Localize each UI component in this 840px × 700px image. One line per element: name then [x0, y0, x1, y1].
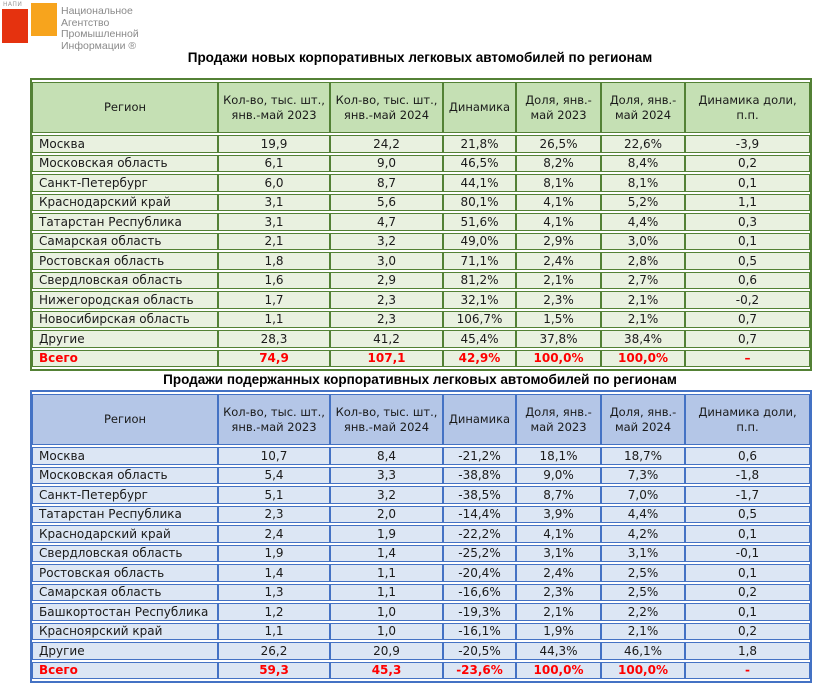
- logo-caption-line: Агентство: [61, 16, 110, 29]
- value-cell: 2,5%: [601, 564, 685, 582]
- value-cell: 2,3: [330, 291, 443, 309]
- region-cell: Красноярский край: [32, 623, 218, 641]
- region-cell: Краснодарский край: [32, 194, 218, 212]
- value-cell: 1,0: [330, 603, 443, 621]
- value-cell: 2,1%: [516, 603, 601, 621]
- sales-table: [32, 392, 810, 681]
- value-cell: -14,4%: [443, 506, 516, 524]
- column-header: Регион: [32, 82, 218, 133]
- value-cell: 2,4%: [516, 564, 601, 582]
- logo-red-square-icon: [2, 9, 28, 43]
- value-cell: 8,1%: [516, 174, 601, 192]
- value-cell: 4,7: [330, 213, 443, 231]
- region-cell: Всего: [32, 662, 218, 680]
- region-cell: Самарская область: [32, 584, 218, 602]
- logo-caption-line: Национальное: [61, 5, 133, 17]
- region-cell: Новосибирская область: [32, 311, 218, 329]
- value-cell: 1,6: [218, 272, 330, 290]
- value-cell: 37,8%: [516, 330, 601, 348]
- value-cell: 44,3%: [516, 642, 601, 660]
- logo-caption: [61, 6, 139, 52]
- value-cell: 46,1%: [601, 642, 685, 660]
- value-cell: 49,0%: [443, 233, 516, 251]
- value-cell: 3,1%: [516, 545, 601, 563]
- value-cell: 44,1%: [443, 174, 516, 192]
- value-cell: 0,3: [685, 213, 810, 231]
- value-cell: 1,8: [218, 252, 330, 270]
- value-cell: 2,4: [218, 525, 330, 543]
- value-cell: 46,5%: [443, 155, 516, 173]
- table-row: [32, 623, 810, 641]
- value-cell: 0,1: [685, 174, 810, 192]
- value-cell: 1,1: [330, 584, 443, 602]
- table-row: [32, 311, 810, 329]
- table-row: [32, 603, 810, 621]
- value-cell: 71,1%: [443, 252, 516, 270]
- column-header: Кол-во, тыс. шт., янв.-май 2023: [218, 82, 330, 133]
- value-cell: 81,2%: [443, 272, 516, 290]
- region-cell: Москва: [32, 447, 218, 465]
- column-header: Динамика: [443, 82, 516, 133]
- value-cell: 1,3: [218, 584, 330, 602]
- value-cell: 0,7: [685, 330, 810, 348]
- value-cell: 2,1: [218, 233, 330, 251]
- value-cell: 2,7%: [601, 272, 685, 290]
- value-cell: 3,0%: [601, 233, 685, 251]
- value-cell: 0,6: [685, 447, 810, 465]
- region-cell: Ростовская область: [32, 564, 218, 582]
- table-row: [32, 233, 810, 251]
- value-cell: 100,0%: [601, 662, 685, 680]
- logo-caption-line: Промышленной: [61, 28, 139, 40]
- value-cell: 8,2%: [516, 155, 601, 173]
- value-cell: 3,9%: [516, 506, 601, 524]
- table-row: [32, 272, 810, 290]
- value-cell: 1,8: [685, 642, 810, 660]
- value-cell: 0,7: [685, 311, 810, 329]
- region-cell: Другие: [32, 642, 218, 660]
- value-cell: -0,1: [685, 545, 810, 563]
- region-cell: Татарстан Республика: [32, 506, 218, 524]
- table-row: [32, 447, 810, 465]
- value-cell: 42,9%: [443, 350, 516, 368]
- value-cell: 18,7%: [601, 447, 685, 465]
- region-cell: Свердловская область: [32, 272, 218, 290]
- value-cell: 22,6%: [601, 135, 685, 153]
- value-cell: 2,0: [330, 506, 443, 524]
- used-cars-table-title: Продажи подержанных корпоративных легковых автомобилей по регионам: [163, 372, 677, 387]
- table-row: [32, 506, 810, 524]
- value-cell: 0,2: [685, 584, 810, 602]
- table-row: [32, 564, 810, 582]
- value-cell: 3,1%: [601, 545, 685, 563]
- value-cell: 4,4%: [601, 506, 685, 524]
- value-cell: 18,1%: [516, 447, 601, 465]
- value-cell: 5,4: [218, 467, 330, 485]
- column-header: Доля, янв.-май 2023: [516, 394, 601, 445]
- value-cell: 7,3%: [601, 467, 685, 485]
- value-cell: 3,1: [218, 213, 330, 231]
- value-cell: 0,6: [685, 272, 810, 290]
- value-cell: –: [685, 350, 810, 368]
- region-cell: Башкортостан Республика: [32, 603, 218, 621]
- value-cell: 3,2: [330, 233, 443, 251]
- value-cell: 2,3%: [516, 584, 601, 602]
- region-cell: Татарстан Республика: [32, 213, 218, 231]
- value-cell: -23,6%: [443, 662, 516, 680]
- value-cell: 2,1%: [601, 311, 685, 329]
- table-row: [32, 545, 810, 563]
- value-cell: 2,4%: [516, 252, 601, 270]
- value-cell: 3,3: [330, 467, 443, 485]
- value-cell: 0,2: [685, 155, 810, 173]
- value-cell: 106,7%: [443, 311, 516, 329]
- value-cell: 9,0%: [516, 467, 601, 485]
- region-cell: Ростовская область: [32, 252, 218, 270]
- value-cell: 0,1: [685, 603, 810, 621]
- value-cell: -21,2%: [443, 447, 516, 465]
- value-cell: 8,7%: [516, 486, 601, 504]
- table-row: [32, 467, 810, 485]
- value-cell: 2,9: [330, 272, 443, 290]
- value-cell: 0,1: [685, 525, 810, 543]
- column-header: Динамика доли, п.п.: [685, 82, 810, 133]
- value-cell: 74,9: [218, 350, 330, 368]
- region-cell: Санкт-Петербург: [32, 486, 218, 504]
- table-row: [32, 155, 810, 173]
- value-cell: 100,0%: [516, 350, 601, 368]
- value-cell: 1,0: [330, 623, 443, 641]
- total-row: [32, 662, 810, 680]
- table-row: [32, 525, 810, 543]
- value-cell: 4,1%: [516, 194, 601, 212]
- value-cell: 2,3%: [516, 291, 601, 309]
- value-cell: -1,7: [685, 486, 810, 504]
- value-cell: 4,4%: [601, 213, 685, 231]
- value-cell: 24,2: [330, 135, 443, 153]
- value-cell: 6,0: [218, 174, 330, 192]
- value-cell: 1,4: [330, 545, 443, 563]
- table-row: [32, 135, 810, 153]
- value-cell: -22,2%: [443, 525, 516, 543]
- value-cell: -3,9: [685, 135, 810, 153]
- value-cell: 1,1: [330, 564, 443, 582]
- value-cell: -38,5%: [443, 486, 516, 504]
- value-cell: 1,9: [218, 545, 330, 563]
- value-cell: 2,3: [330, 311, 443, 329]
- value-cell: 0,1: [685, 564, 810, 582]
- value-cell: 8,4%: [601, 155, 685, 173]
- new-cars-sales-table: [30, 78, 812, 371]
- value-cell: 1,1: [685, 194, 810, 212]
- value-cell: 1,1: [218, 623, 330, 641]
- sales-table: [32, 80, 810, 369]
- value-cell: -20,4%: [443, 564, 516, 582]
- value-cell: 8,4: [330, 447, 443, 465]
- value-cell: 2,8%: [601, 252, 685, 270]
- value-cell: 1,7: [218, 291, 330, 309]
- value-cell: 1,1: [218, 311, 330, 329]
- table-row: [32, 330, 810, 348]
- value-cell: 10,7: [218, 447, 330, 465]
- value-cell: 7,0%: [601, 486, 685, 504]
- column-header: Доля, янв.-май 2023: [516, 82, 601, 133]
- value-cell: 3,2: [330, 486, 443, 504]
- value-cell: 45,3: [330, 662, 443, 680]
- value-cell: 0,2: [685, 623, 810, 641]
- table-row: [32, 252, 810, 270]
- region-cell: Московская область: [32, 155, 218, 173]
- value-cell: -: [685, 662, 810, 680]
- table-row: [32, 486, 810, 504]
- value-cell: 32,1%: [443, 291, 516, 309]
- region-cell: Московская область: [32, 467, 218, 485]
- value-cell: 2,1%: [601, 623, 685, 641]
- region-cell: Санкт-Петербург: [32, 174, 218, 192]
- value-cell: 26,2: [218, 642, 330, 660]
- value-cell: 5,2%: [601, 194, 685, 212]
- region-cell: Москва: [32, 135, 218, 153]
- column-header: Кол-во, тыс. шт., янв.-май 2024: [330, 394, 443, 445]
- used-cars-sales-table: [30, 390, 812, 683]
- table-row: [32, 584, 810, 602]
- value-cell: 45,4%: [443, 330, 516, 348]
- region-cell: Самарская область: [32, 233, 218, 251]
- new-cars-table-title: Продажи новых корпоративных легковых автомобилей по регионам: [187, 50, 653, 65]
- value-cell: 2,1%: [601, 291, 685, 309]
- value-cell: 26,5%: [516, 135, 601, 153]
- value-cell: -0,2: [685, 291, 810, 309]
- header-row: [32, 394, 810, 445]
- logo-orange-square-icon: [31, 3, 57, 36]
- value-cell: 59,3: [218, 662, 330, 680]
- table-row: [32, 174, 810, 192]
- region-cell: Другие: [32, 330, 218, 348]
- value-cell: 4,1%: [516, 525, 601, 543]
- value-cell: 0,1: [685, 233, 810, 251]
- value-cell: 6,1: [218, 155, 330, 173]
- value-cell: 20,9: [330, 642, 443, 660]
- table-row: [32, 213, 810, 231]
- value-cell: 1,2: [218, 603, 330, 621]
- value-cell: 80,1%: [443, 194, 516, 212]
- value-cell: 5,1: [218, 486, 330, 504]
- value-cell: 19,9: [218, 135, 330, 153]
- column-header: Кол-во, тыс. шт., янв.-май 2023: [218, 394, 330, 445]
- table-row: [32, 194, 810, 212]
- value-cell: 100,0%: [516, 662, 601, 680]
- value-cell: 4,1%: [516, 213, 601, 231]
- value-cell: 2,2%: [601, 603, 685, 621]
- region-cell: Свердловская область: [32, 545, 218, 563]
- total-row: [32, 350, 810, 368]
- column-header: Доля, янв.-май 2024: [601, 394, 685, 445]
- value-cell: 9,0: [330, 155, 443, 173]
- header-row: [32, 82, 810, 133]
- value-cell: 5,6: [330, 194, 443, 212]
- value-cell: 2,1%: [516, 272, 601, 290]
- value-cell: -16,1%: [443, 623, 516, 641]
- value-cell: -16,6%: [443, 584, 516, 602]
- value-cell: 100,0%: [601, 350, 685, 368]
- value-cell: -38,8%: [443, 467, 516, 485]
- value-cell: 2,5%: [601, 584, 685, 602]
- value-cell: 21,8%: [443, 135, 516, 153]
- value-cell: 8,7: [330, 174, 443, 192]
- value-cell: 3,0: [330, 252, 443, 270]
- column-header: Регион: [32, 394, 218, 445]
- value-cell: 2,9%: [516, 233, 601, 251]
- logo-acronym-text: НАПИ: [3, 1, 23, 8]
- value-cell: -20,5%: [443, 642, 516, 660]
- value-cell: 8,1%: [601, 174, 685, 192]
- value-cell: 1,5%: [516, 311, 601, 329]
- value-cell: 0,5: [685, 506, 810, 524]
- value-cell: -25,2%: [443, 545, 516, 563]
- value-cell: 2,3: [218, 506, 330, 524]
- table-row: [32, 642, 810, 660]
- value-cell: 1,9%: [516, 623, 601, 641]
- value-cell: 1,4: [218, 564, 330, 582]
- value-cell: 51,6%: [443, 213, 516, 231]
- column-header: Динамика доли, п.п.: [685, 394, 810, 445]
- table-row: [32, 291, 810, 309]
- value-cell: -19,3%: [443, 603, 516, 621]
- value-cell: 3,1: [218, 194, 330, 212]
- value-cell: -1,8: [685, 467, 810, 485]
- value-cell: 0,5: [685, 252, 810, 270]
- value-cell: 4,2%: [601, 525, 685, 543]
- region-cell: Всего: [32, 350, 218, 368]
- logo-caption-line: Информации ®: [61, 39, 137, 52]
- column-header: Доля, янв.-май 2024: [601, 82, 685, 133]
- value-cell: 41,2: [330, 330, 443, 348]
- value-cell: 28,3: [218, 330, 330, 348]
- column-header: Кол-во, тыс. шт., янв.-май 2024: [330, 82, 443, 133]
- region-cell: Нижегородская область: [32, 291, 218, 309]
- region-cell: Краснодарский край: [32, 525, 218, 543]
- value-cell: 38,4%: [601, 330, 685, 348]
- value-cell: 107,1: [330, 350, 443, 368]
- napi-logo: [0, 0, 240, 52]
- column-header: Динамика: [443, 394, 516, 445]
- value-cell: 1,9: [330, 525, 443, 543]
